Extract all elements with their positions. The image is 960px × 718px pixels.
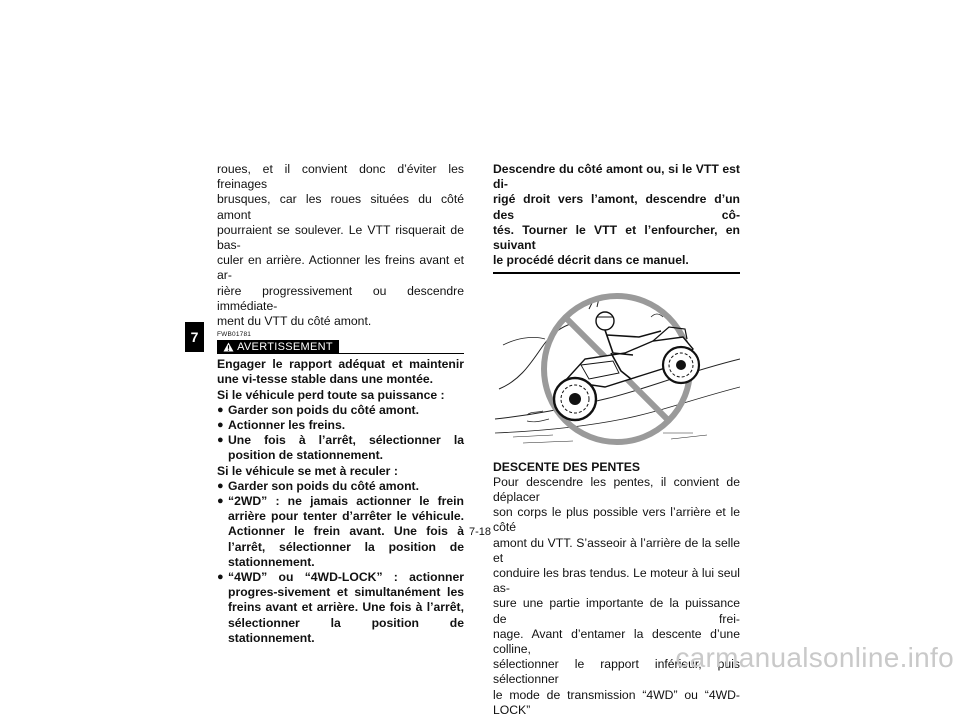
bullet-icon: ● (217, 571, 224, 584)
bullet-icon: ● (217, 403, 224, 416)
section-title: DESCENTE DES PENTES (493, 459, 640, 474)
list-item: ● Actionner les freins. (217, 418, 346, 433)
bullet-icon: ● (217, 434, 224, 447)
descent-paragraph (493, 475, 740, 718)
warning-badge (217, 340, 339, 354)
rollback-title: Si le véhicule se met à reculer : (217, 463, 398, 478)
bullet-icon: ● (217, 479, 224, 492)
body-line: son corps le plus possible vers l’arrière et le côté (493, 505, 740, 535)
warning-line: tés. Tourner le VTT et l’enfourcher, en suivant (493, 222, 740, 253)
body-line: Pour descendre les pentes, il convient de déplacer (493, 474, 740, 505)
body-line: le mode de transmission “4WD” ou “4WD-LOCK” (493, 687, 740, 717)
intro-line: pourraient se soulever. Le VTT risquerait de bas- (217, 222, 464, 253)
warning-line: rigé droit vers l’amont, descendre d’un des cô- (493, 192, 740, 222)
intro-paragraph (217, 162, 464, 329)
list-item: ● “2WD” : ne jamais actionner le frein arrière pour tenter d’arrêter le véhicule. Actionner le frein avant. Une fois à l’arrêt, sélectionner la position de stationnement. (217, 494, 464, 569)
bullet-icon: ● (217, 419, 224, 432)
page-number: 7-18 (468, 526, 492, 538)
warning-intro: Engager le rapport adéquat et maintenir une vi-tesse stable dans une montée. (217, 357, 464, 387)
intro-line: culer en arrière. Actionner les freins avant et ar- (217, 253, 464, 283)
body-line: amont du VTT. S’asseoir à l’arrière de la selle et (493, 535, 740, 565)
warning-line: le procédé décrit dans ce manuel. (493, 253, 689, 268)
intro-line: rière progressivement ou descendre immédiate- (217, 283, 464, 313)
intro-line: roues, et il convient donc d’éviter les freinages (217, 162, 464, 192)
warning-label: AVERTISSEMENT (237, 341, 333, 354)
body-line: sélectionner le rapport inférieur, puis sélectionner (493, 657, 740, 687)
warning-header (217, 340, 464, 354)
warning-end-rule (493, 272, 740, 274)
bullet-icon: ● (217, 495, 224, 508)
list-item: ● “4WD” ou “4WD-LOCK” : actionner progres-sivement et simultanément les freins avant et arrière. Une fois à l’arrêt, sélectionner la position de stationnement. (217, 570, 464, 645)
warning-body (217, 357, 464, 646)
intro-line: brusques, car les roues situées du côté amont (217, 192, 464, 222)
chapter-tab: 7 (185, 322, 204, 352)
body-line: conduire les bras tendus. Le moteur à lui seul as- (493, 566, 740, 596)
list-item: ● Une fois à l’arrêt, sélectionner la position de stationnement. (217, 433, 464, 463)
watermark: carmanualsonline.info (675, 642, 954, 673)
left-column (217, 162, 464, 646)
intro-line: ment du VTT du côté amont. (217, 314, 372, 329)
body-line: sure une partie importante de la puissance de frei- (493, 596, 740, 626)
list-item: ● Garder son poids du côté amont. (217, 478, 419, 493)
right-column (493, 162, 740, 718)
list-item: ● Garder son poids du côté amont. (217, 402, 419, 417)
warning-continuation (493, 162, 740, 268)
warning-triangle-icon (223, 342, 234, 352)
warning-line: Descendre du côté amont ou, si le VTT est di- (493, 162, 740, 192)
prohibited-atv-climbing-illustration (493, 283, 740, 448)
body-line: nage. Avant d’entamer la descente d’une colline, (493, 626, 740, 657)
power-loss-title: Si le véhicule perd toute sa puissance : (217, 387, 445, 402)
warning-rule (339, 353, 464, 355)
warning-code: FWB01781 (217, 331, 252, 339)
